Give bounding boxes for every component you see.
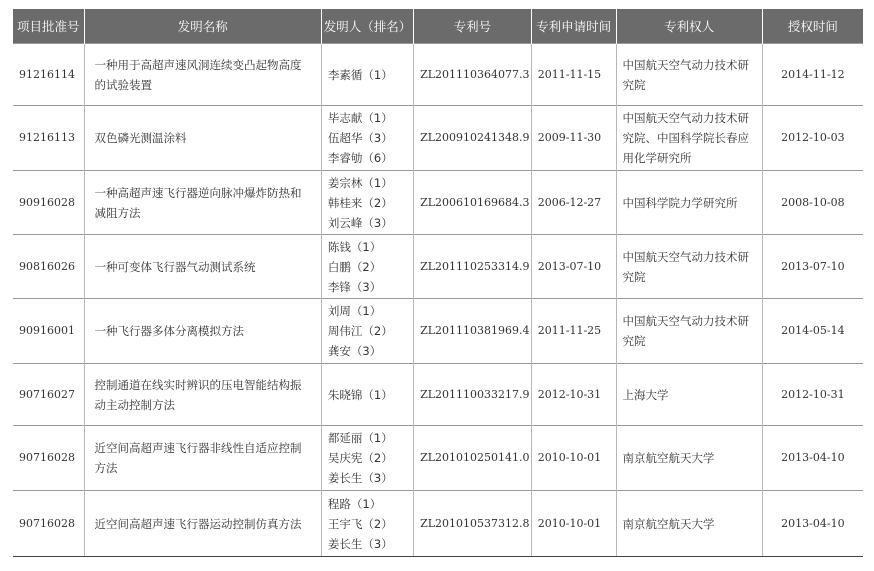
cell-project-id: 90916028 (13, 171, 84, 235)
cell-patent-number: ZL200610169684.3 (414, 171, 532, 235)
cell-invention-name: 控制通道在线实时辨识的压电智能结构振动主动控制方法 (84, 364, 321, 426)
header-patent-number: 专利号 (414, 9, 532, 44)
cell-invention-name: 一种用于高超声速风洞连续变凸起物高度的试验装置 (84, 44, 321, 106)
patent-table-container (13, 9, 863, 557)
inventor-entry: 白鹏（2） (327, 259, 382, 274)
cell-patent-number: ZL201110381969.4 (414, 299, 532, 364)
cell-patent-number: ZL201110033217.9 (414, 364, 532, 426)
cell-project-id: 91216114 (13, 44, 84, 106)
cell-project-id: 90716027 (13, 364, 84, 426)
cell-inventors (321, 235, 413, 299)
cell-grant-date: 2013-04-10 (762, 426, 863, 491)
cell-application-date: 2006-12-27 (531, 171, 616, 235)
cell-grant-date: 2013-07-10 (762, 235, 863, 299)
inventor-entry: 程路（1） (327, 496, 382, 511)
inventor-entry: 吴庆宪（2） (327, 451, 393, 465)
inventor-entry: 朱晓锦（1） (327, 387, 393, 402)
inventor-entry: 陈钱（1） (327, 239, 382, 254)
cell-invention-name: 一种高超声速飞行器逆向脉冲爆炸防热和减阻方法 (84, 171, 321, 235)
header-application-date: 专利申请时间 (531, 9, 616, 44)
inventor-entry: 周伟江（2） (327, 324, 393, 338)
cell-patentee: 中国科学院力学研究所 (616, 171, 762, 235)
inventor-entry: 姜长生（3） (327, 536, 393, 551)
cell-inventors (321, 299, 413, 364)
table-row (13, 364, 863, 426)
cell-application-date: 2012-10-31 (531, 364, 616, 426)
cell-patentee: 南京航空航天大学 (616, 426, 762, 491)
cell-inventors (321, 491, 413, 557)
cell-grant-date: 2014-05-14 (762, 299, 863, 364)
cell-grant-date: 2013-04-10 (762, 491, 863, 557)
cell-grant-date: 2012-10-31 (762, 364, 863, 426)
cell-patent-number: ZL201010250141.0 (414, 426, 532, 491)
cell-application-date: 2011-11-25 (531, 299, 616, 364)
table-row (13, 426, 863, 491)
cell-application-date: 2013-07-10 (531, 235, 616, 299)
cell-invention-name: 一种飞行器多体分离模拟方法 (84, 299, 321, 364)
cell-patentee: 上海大学 (616, 364, 762, 426)
cell-patentee: 中国航天空气动力技术研究院 (616, 299, 762, 364)
cell-patent-number: ZL201010537312.8 (414, 491, 532, 557)
inventor-entry: 毕志献（1） (327, 111, 393, 125)
cell-inventors (321, 171, 413, 235)
cell-inventors (321, 44, 413, 106)
cell-project-id: 90716028 (13, 491, 84, 557)
cell-patentee: 中国航天空气动力技术研究院 (616, 235, 762, 299)
inventor-entry: 都延丽（1） (327, 431, 393, 445)
cell-patent-number: ZL201110253314.9 (414, 235, 532, 299)
cell-inventors (321, 364, 413, 426)
cell-project-id: 90716028 (13, 426, 84, 491)
cell-patentee: 中国航天空气动力技术研究院、中国科学院长春应用化学研究所 (616, 106, 762, 171)
inventor-entry: 韩桂来（2） (327, 195, 393, 210)
inventor-entry: 姜宗林（1） (327, 175, 393, 190)
inventor-entry: 李锋（3） (327, 279, 382, 294)
cell-inventors (321, 106, 413, 171)
cell-project-id: 91216113 (13, 106, 84, 171)
table-row (13, 491, 863, 557)
header-inventors: 发明人（排名） (321, 9, 413, 44)
cell-patentee: 南京航空航天大学 (616, 491, 762, 557)
cell-application-date: 2010-10-01 (531, 426, 616, 491)
cell-patent-number: ZL201110364077.3 (414, 44, 532, 106)
header-project-id: 项目批准号 (13, 9, 84, 44)
table-row (13, 235, 863, 299)
cell-project-id: 90816026 (13, 235, 84, 299)
header-grant-date: 授权时间 (762, 9, 863, 44)
inventor-entry: 李睿劬（6） (327, 151, 393, 165)
table-row (13, 44, 863, 106)
cell-application-date: 2010-10-01 (531, 491, 616, 557)
table-row (13, 106, 863, 171)
cell-grant-date: 2012-10-03 (762, 106, 863, 171)
cell-patentee: 中国航天空气动力技术研究院 (616, 44, 762, 106)
cell-grant-date: 2008-10-08 (762, 171, 863, 235)
inventor-entry: 姜长生（3） (327, 471, 393, 485)
cell-invention-name: 近空间高超声速飞行器非线性自适应控制方法 (84, 426, 321, 491)
cell-project-id: 90916001 (13, 299, 84, 364)
header-invention-name: 发明名称 (84, 9, 321, 44)
inventor-entry: 龚安（3） (327, 344, 382, 358)
cell-application-date: 2009-11-30 (531, 106, 616, 171)
cell-grant-date: 2014-11-12 (762, 44, 863, 106)
cell-application-date: 2011-11-15 (531, 44, 616, 106)
inventor-entry: 李素循（1） (327, 67, 393, 82)
table-row (13, 299, 863, 364)
cell-patent-number: ZL200910241348.9 (414, 106, 532, 171)
cell-invention-name: 双色磷光测温涂料 (84, 106, 321, 171)
inventor-entry: 伍超华（3） (327, 131, 393, 145)
header-patentee: 专利权人 (616, 9, 762, 44)
table-header-row (13, 9, 863, 44)
cell-invention-name: 一种可变体飞行器气动测试系统 (84, 235, 321, 299)
cell-invention-name: 近空间高超声速飞行器运动控制仿真方法 (84, 491, 321, 557)
inventor-entry: 王宇飞（2） (327, 516, 393, 531)
inventor-entry: 刘周（1） (327, 304, 382, 318)
table-row (13, 171, 863, 235)
patent-table (13, 9, 863, 557)
inventor-entry: 刘云峰（3） (327, 215, 393, 230)
cell-inventors (321, 426, 413, 491)
